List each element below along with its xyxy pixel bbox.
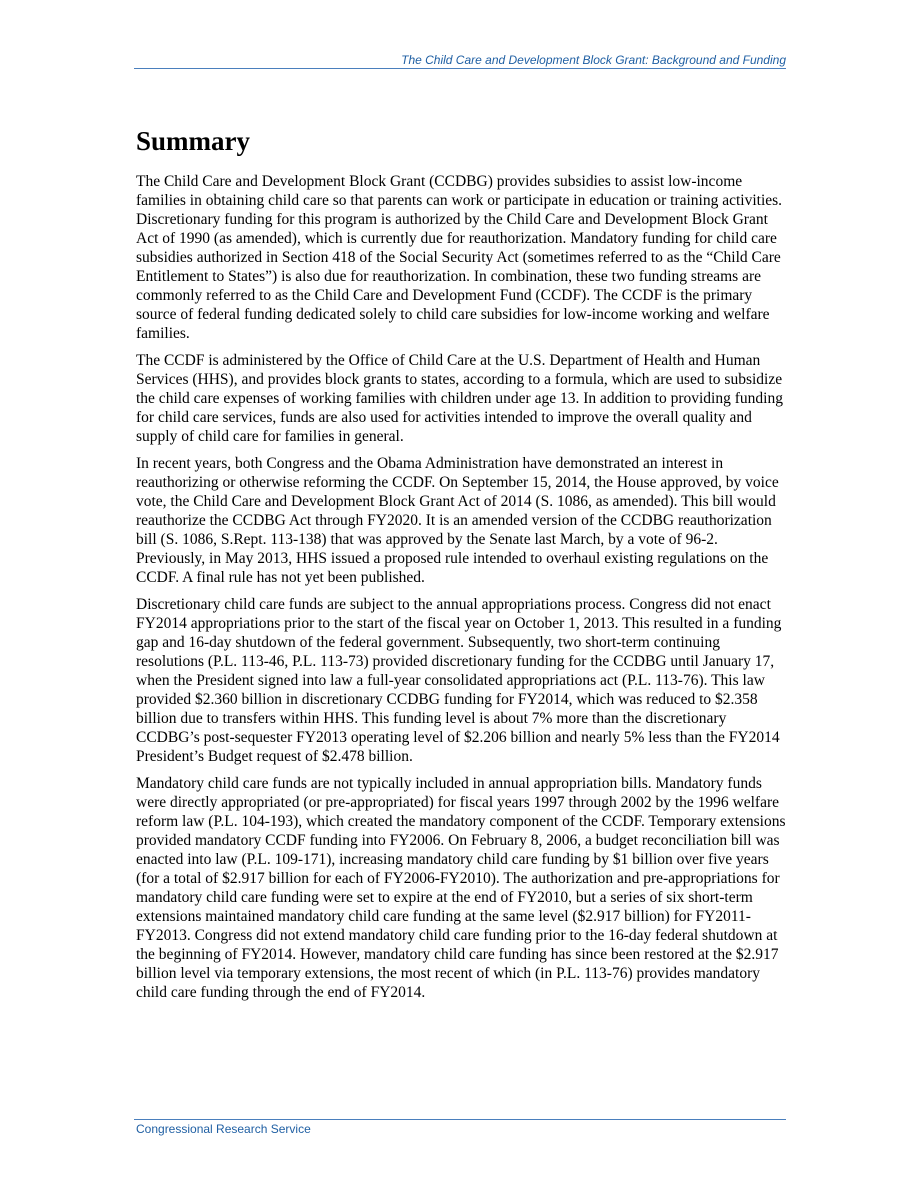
footer-divider xyxy=(134,1119,786,1120)
summary-paragraph: Discretionary child care funds are subject to the annual appropriations process. Congress did not enact FY2014 appropriations prior to the start of the fiscal year on October 1, 2013. This resulted in a funding gap and 16-day shutdown of the federal government. Subsequently, two short-term continuing resolutions (P.L. 113-46, P.L. 113-73) provided discretionary funding for the CCDBG until January 17, when the President signed into law a full-year consolidated appropriations act (P.L. 113-76). This law provided $2.360 billion in discretionary CCDBG funding for FY2014, which was reduced to $2.358 billion due to transfers within HHS. This funding level is about 7% more than the discretionary CCDBG’s post-sequester FY2013 operating level of $2.206 billion and nearly 5% less than the FY2014 President’s Budget request of $2.478 billion. xyxy=(136,596,782,765)
running-header: The Child Care and Development Block Grant: Background and Funding xyxy=(401,53,786,67)
page-title: Summary xyxy=(136,126,250,156)
main-content xyxy=(136,124,786,1010)
summary-paragraph: The Child Care and Development Block Grant (CCDBG) provides subsidies to assist low-income families in obtaining child care so that parents can work or participate in education or training activities. Discretionary funding for this program is authorized by the Child Care and Development Block Grant Act of 1990 (as amended), which is currently due for reauthorization. Mandatory funding for child care subsidies authorized in Section 418 of the Social Security Act (sometimes referred to as the “Child Care Entitlement to States”) is also due for reauthorization. In combination, these two funding streams are commonly referred to as the Child Care and Development Fund (CCDF). The CCDF is the primary source of federal funding dedicated solely to child care subsidies for low-income working and welfare families. xyxy=(136,173,783,342)
header-divider xyxy=(134,68,786,69)
summary-paragraph: Mandatory child care funds are not typically included in annual appropriation bills. Mandatory funds were directly appropriated (or pre-appropriated) for fiscal years 1997 through 2002 by the 1996 welfare reform law (P.L. 104-193), which created the mandatory component of the CCDF. Temporary extensions provided mandatory CCDF funding into FY2006. On February 8, 2006, a budget reconciliation bill was enacted into law (P.L. 109-171), increasing mandatory child care funding by $1 billion over five years (for a total of $2.917 billion for each of FY2006-FY2010). The authorization and pre-appropriations for mandatory child care funding were set to expire at the end of FY2010, but a series of six short-term extensions maintained mandatory child care funding at the same level ($2.917 billion) for FY2011-FY2013. Congress did not extend mandatory child care funding prior to the 16-day federal shutdown at the beginning of FY2014. However, mandatory child care funding has since been restored at the $2.917 billion level via temporary extensions, the most recent of which (in P.L. 113-76) provides mandatory child care funding through the end of FY2014. xyxy=(136,775,786,1001)
footer-publisher: Congressional Research Service xyxy=(136,1122,311,1136)
summary-paragraph: In recent years, both Congress and the Obama Administration have demonstrated an interest in reauthorizing or otherwise reforming the CCDF. On September 15, 2014, the House approved, by voice vote, the Child Care and Development Block Grant Act of 2014 (S. 1086, as amended). This bill would reauthorize the CCDBG Act through FY2020. It is an amended version of the CCDBG reauthorization bill (S. 1086, S.Rept. 113-138) that was approved by the Senate last March, by a vote of 96-2. Previously, in May 2013, HHS issued a proposed rule intended to overhaul existing regulations on the CCDF. A final rule has not yet been published. xyxy=(136,455,779,586)
summary-paragraph: The CCDF is administered by the Office of Child Care at the U.S. Department of Health and Human Services (HHS), and provides block grants to states, according to a formula, which are used to subsidize the child care expenses of working families with children under age 13. In addition to providing funding for child care services, funds are also used for activities intended to improve the overall quality and supply of child care for families in general. xyxy=(136,352,783,445)
